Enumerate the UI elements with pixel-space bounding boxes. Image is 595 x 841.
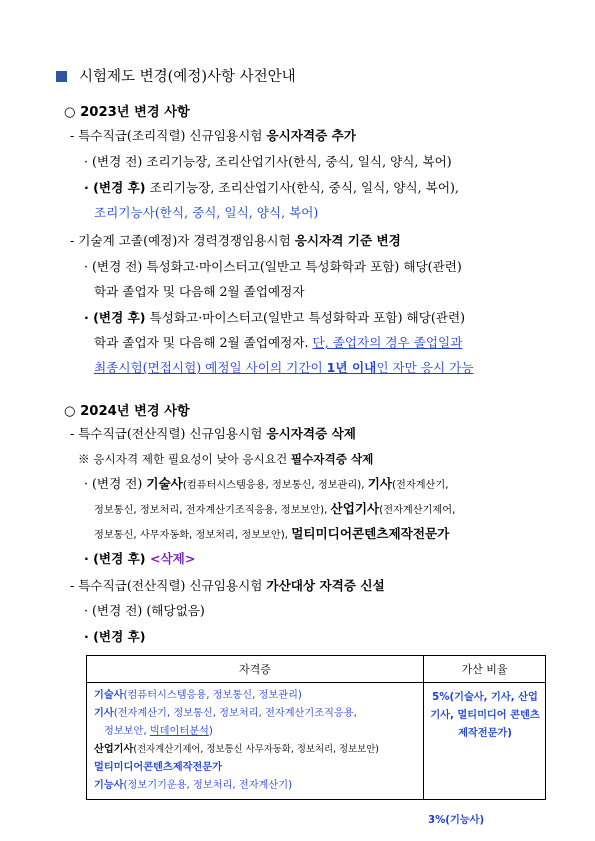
before-line-1: · (변경 전) 특성화고·마이스터고(일반고 특성화학과 포함) 해당(관련) — [84, 259, 462, 274]
lead-text: - 특수직급(전산직렬) 신규임용시험 — [70, 578, 267, 593]
after-line-2 — [94, 335, 462, 351]
row-engineer-cont: 정보보안, 빅데이터분석) — [104, 726, 213, 737]
item-2023-cooking — [70, 128, 356, 144]
before-line-2 — [94, 501, 455, 519]
section-square-icon — [56, 71, 67, 82]
before-line-1 — [84, 476, 448, 494]
lead-bold: 응시자격 기준 변경 — [294, 233, 401, 248]
cert-detail: (컴퓨터시스템응용, 정보통신, 정보관리), — [182, 480, 368, 491]
cert-bold: 기사 — [367, 476, 393, 491]
before-line-3 — [94, 526, 449, 544]
after-line — [84, 180, 459, 196]
lead-text: - 특수직급(조리직렬) 신규임용시험 — [70, 128, 267, 143]
heading-2024: ○ 2024년 변경 사항 — [64, 404, 190, 419]
after-line-3 — [94, 360, 473, 376]
cert-bold: 산업기사 — [330, 501, 380, 516]
lead-bold: 가산대상 자격증 신설 — [266, 578, 385, 593]
row-technician: 기술사(컴퓨터시스템응용, 정보통신, 정보관리) — [94, 690, 302, 701]
after-label: · (변경 후) — [84, 180, 146, 195]
after-label: · (변경 후) — [84, 310, 146, 325]
after-blue: 단, 졸업자의 경우 졸업일과 — [312, 335, 463, 350]
cert-detail: 정보통신, 정보처리, 전자계산기조직응용, 정보보안), — [94, 505, 331, 516]
lead-bold: 응시자격증 삭제 — [266, 426, 356, 441]
after-label: · (변경 후) — [84, 629, 146, 644]
cert-detail: (전자계산기, — [392, 480, 449, 491]
note-text: ※ 응시자격 제한 필요성이 낮아 응시요건 — [78, 452, 291, 466]
row-engineer: 기사(전자계산기, 정보통신, 정보처리, 전자계산기조직응용, — [94, 708, 357, 719]
heading-2023: ○ 2023년 변경 사항 — [64, 105, 190, 120]
after-label: · (변경 후) — [84, 551, 150, 566]
lead-text: - 특수직급(전산직렬) 신규임용시험 — [70, 426, 267, 441]
row-multimedia: 멀티미디어콘텐츠제작전문가 — [94, 762, 222, 773]
item-2024-delete — [70, 426, 356, 442]
lead-text: - 기술계 고졸(예정)자 경력경쟁임용시험 — [70, 233, 295, 248]
after-blue-line: 조리기능사(한식, 중식, 일식, 양식, 복어) — [94, 205, 319, 220]
lead-bold: 응시자격증 추가 — [266, 128, 356, 143]
after-text: 특성화고·마이스터고(일반고 특성화학과 포함) 해당(관련) — [145, 310, 466, 325]
row-craftsman: 기능사(정보기기운용, 정보처리, 전자계산기) — [94, 780, 293, 791]
after-line — [84, 551, 195, 567]
page-title: 시험제도 변경(예정)사항 사전안내 — [79, 69, 296, 85]
after-blue-bold: 1년 이내 — [326, 360, 377, 375]
cert-detail: 정보통신, 사무자동화, 정보처리, 정보보안), — [94, 530, 292, 541]
cert-bold: 기술사 — [146, 476, 183, 491]
after-blue-c: 인 자만 응시 가능 — [376, 360, 474, 375]
before-line: · (변경 전) (해당없음) — [84, 603, 205, 618]
item-2023-highschool — [70, 233, 401, 249]
cert-bold: 멀티미디어콘텐츠제작전문가 — [291, 526, 450, 541]
deleted-tag: <삭제> — [149, 551, 196, 566]
after-line-1 — [84, 310, 465, 326]
header-rate: 가산 비율 — [424, 656, 546, 683]
after-text: 조리기능장, 조리산업기사(한식, 중식, 일식, 양식, 복어), — [145, 180, 459, 195]
row-industrial-engineer: 산업기사(전자계산기제어, 정보통신 사무자동화, 정보처리, 정보보안) — [94, 744, 379, 755]
rate-5: 5%(기술사, 기사, 산업기사, 멀티미디어 콘텐츠제작전문가) — [430, 692, 540, 739]
bonus-cert-table — [86, 655, 546, 826]
header-cert: 자격증 — [87, 656, 424, 683]
note-bold: 필수자격증 삭제 — [290, 452, 374, 466]
cert-detail: (전자계산기제어, — [379, 505, 456, 516]
after-blue-a: 최종시험(면접시험) 예정일 사이의 기간이 — [94, 360, 327, 375]
cert-list-cell — [87, 683, 424, 800]
after-text: 학과 졸업자 및 다음해 2월 졸업예정자. — [94, 335, 313, 350]
rate-3: 3%(기능사) — [428, 815, 485, 826]
before-line-2: 학과 졸업자 및 다음해 2월 졸업예정자 — [94, 284, 305, 299]
note-line — [78, 451, 373, 467]
item-2024-bonus — [70, 578, 385, 594]
before-label: · (변경 전) — [84, 476, 147, 491]
rate-cell — [424, 683, 546, 826]
before-line: · (변경 전) 조리기능장, 조리산업기사(한식, 중식, 일식, 양식, 복어) — [84, 154, 452, 169]
